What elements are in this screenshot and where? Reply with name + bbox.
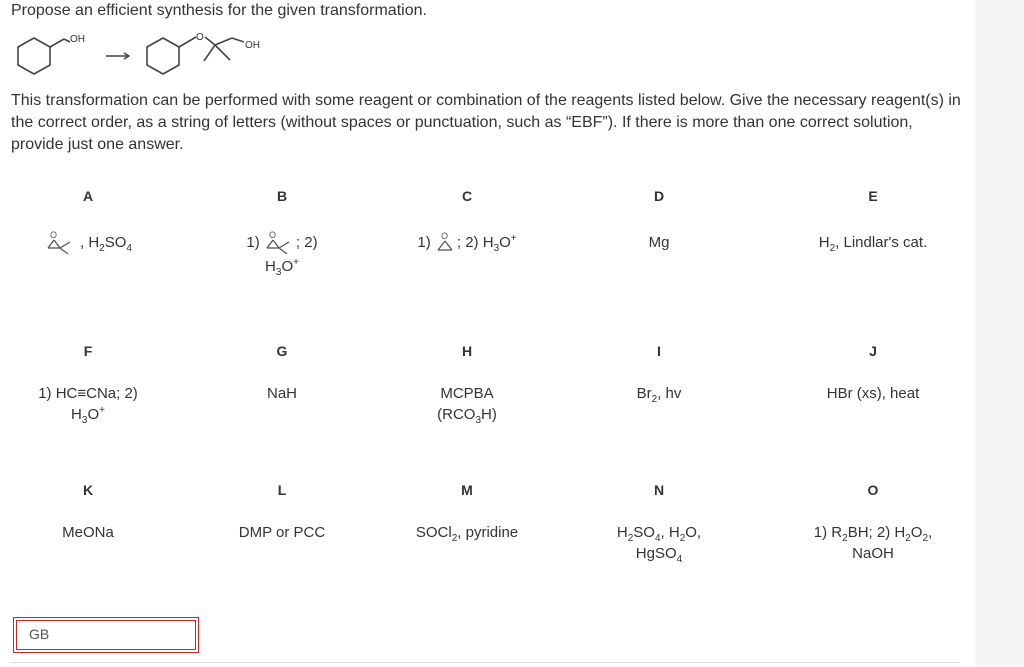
reagent-text: O (499, 233, 511, 251)
option-f-reagent (3, 383, 173, 425)
reagent-text: MCPBA (440, 385, 494, 402)
reagent-text: SOCl (415, 524, 452, 541)
reagent-text: 1) (417, 233, 435, 251)
option-h (382, 343, 552, 425)
reagent-text: H (265, 258, 276, 275)
option-g-reagent: NaH (266, 385, 297, 402)
option-j (788, 343, 958, 404)
option-g (197, 343, 367, 404)
reagent-text: O, (685, 524, 702, 541)
reagent-text: , pyridine (457, 524, 519, 541)
option-k-reagent: MeONa (62, 524, 114, 541)
reagent-text: 1) R (813, 524, 843, 541)
reactant-oh-label: OH (70, 34, 85, 45)
epoxide-icon (44, 230, 80, 256)
subscript: 2 (99, 242, 105, 254)
option-letter: L (277, 482, 287, 498)
reagent-text: 1) (246, 233, 264, 251)
subscript: 2 (651, 394, 658, 405)
option-letter: E (868, 188, 878, 204)
reagent-text: H (71, 406, 82, 423)
option-k (3, 482, 173, 543)
product-ether-o-label: O (196, 32, 204, 43)
epoxide-o-label: O (50, 230, 58, 240)
superscript: + (99, 405, 105, 416)
option-o (788, 482, 958, 564)
option-l-reagent: DMP or PCC (238, 524, 326, 541)
option-letter: D (653, 188, 665, 204)
reagent-text: , (928, 524, 933, 541)
option-f (3, 343, 173, 425)
reagent-text: O (910, 524, 923, 541)
ethylene-oxide-icon (435, 230, 457, 256)
option-a (3, 188, 173, 256)
epoxide-o-label: O (268, 230, 276, 240)
option-letter: G (276, 343, 288, 359)
subscript: 3 (493, 242, 500, 254)
subscript: 3 (275, 267, 282, 278)
option-l (197, 482, 367, 543)
reaction-scheme (8, 28, 288, 80)
option-h-reagent (382, 383, 552, 425)
option-d-reagent: Mg (648, 234, 670, 251)
reagent-text: O (87, 406, 100, 423)
reagent-text: , H (80, 233, 100, 251)
reagent-text: ; 2) H (456, 233, 494, 251)
product-oh-label: OH (245, 40, 260, 51)
reagent-text: , hv (657, 385, 682, 402)
reagent-text: NaOH (852, 545, 894, 562)
right-gutter (975, 0, 1024, 667)
option-i-reagent (574, 383, 744, 404)
reagent-text: H (616, 524, 628, 541)
subscript: 2 (829, 243, 836, 254)
subscript: 2 (922, 533, 929, 544)
option-c (382, 188, 552, 256)
option-letter: O (867, 482, 879, 498)
subscript: 4 (654, 533, 661, 544)
option-letter: N (653, 482, 665, 498)
epoxide-icon (264, 230, 296, 256)
option-letter: F (83, 343, 93, 359)
divider (10, 662, 960, 663)
option-n-reagent (574, 522, 744, 564)
epoxide-o-label: O (440, 231, 448, 241)
option-n (574, 482, 744, 564)
option-m (382, 482, 552, 543)
subscript: 3 (81, 415, 88, 426)
option-letter: A (82, 188, 94, 204)
reagent-text: HgSO (635, 545, 677, 562)
option-e (788, 188, 958, 253)
option-m-reagent (382, 522, 552, 543)
superscript: + (293, 257, 299, 268)
reactant-ring (18, 38, 50, 74)
option-letter: J (869, 343, 877, 359)
subscript: 4 (126, 242, 132, 254)
subscript: 2 (451, 533, 458, 544)
reagent-text: Br (636, 385, 652, 402)
answer-field-wrapper (16, 620, 196, 650)
subscript: 2 (905, 533, 911, 544)
option-j-reagent: HBr (xs), heat (826, 385, 920, 402)
subscript: 2 (627, 533, 634, 544)
reagent-text: BH; 2) H (847, 524, 906, 541)
reagent-text: (RCO (437, 406, 476, 423)
reagent-text: ; 2) (295, 233, 318, 251)
product-ring (147, 38, 179, 74)
question-prompt: Propose an efficient synthesis for the given transformation. (11, 2, 427, 19)
option-letter: I (657, 343, 661, 359)
option-e-reagent (788, 232, 958, 253)
reagent-text: O (281, 258, 294, 275)
reagent-text: H) (481, 406, 497, 423)
option-letter: C (461, 188, 473, 204)
subscript: 2 (679, 533, 686, 544)
option-letter: M (461, 482, 473, 498)
option-d (574, 188, 744, 253)
option-letter: H (461, 343, 473, 359)
subscript: 2 (842, 533, 848, 544)
option-b-reagent (197, 230, 367, 277)
subscript: 4 (676, 554, 683, 565)
reagent-text: SO (104, 233, 127, 251)
reagent-text: SO (633, 524, 655, 541)
subscript: 3 (475, 415, 482, 426)
option-o-reagent (788, 522, 958, 564)
reagent-text: , Lindlar's cat. (835, 234, 928, 251)
reagent-text: , H (660, 524, 680, 541)
option-c-reagent (382, 230, 552, 256)
option-b (197, 188, 367, 277)
answer-input[interactable] (17, 621, 189, 647)
instructions: This transformation can be performed with some reagent or combination of the reagents listed below. Give the necessary reagent(s) in the correct order, as a string of letters (without spaces or punctuation, such as “EBF”). If there is more than one correct solution, provide just one answer. (11, 92, 961, 153)
option-letter: K (82, 482, 94, 498)
superscript: + (510, 232, 517, 244)
reagent-text: 1) HC≡CNa; 2) (38, 385, 138, 402)
option-a-reagent (3, 230, 173, 256)
option-i (574, 343, 744, 404)
reagent-text: H (818, 234, 830, 251)
option-letter: B (276, 188, 288, 204)
